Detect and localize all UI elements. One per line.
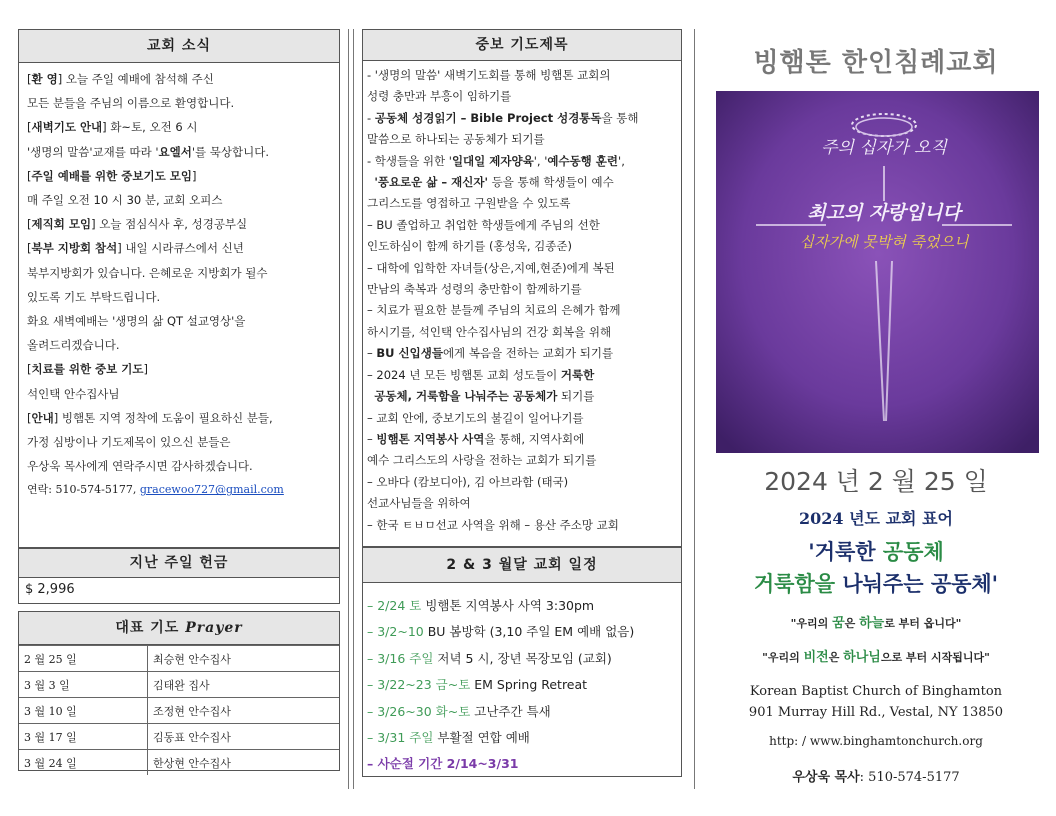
church-news-body: [환 영] 오늘 주일 예배에 참석해 주신 모든 분들을 주님의 이름으로 환영합니다. [새벽기도 안내] 화~토, 오전 6 시 '생명의 말씀'교재를 따라 '요엘서'를 묵상합니다. [주일 예배를 위한 중보기도 모임] 매 주일 오전 10 시 30 분, 교회 오피스 [제직회 모임] 오늘 점심식사 후, 성경공부실 [북부 지방회 참석] 내일 시라큐스에서 신년 북부지방회가 있습니다. 은혜로운 지방회가 될수 있도록 기도 부탁드립니다. 화요 새벽예배는 '생명의 삶 QT 설교영상'을 올려드리겠습니다. [치료를 위한 중보 기도] 석인택 안수집사님 [안내] 빙햄톤 지역 정착에 도움이 필요하신 분들, 가정 심방이나 기도제목이 있으신 분들은 우상욱 목사에게 연락주시면 감사하겠습니다. 연락: 510-574-5177, gracewoo727@gmail.com — [19, 63, 339, 503]
prayer-item: 선교사님들을 위하여 — [367, 496, 471, 511]
quote-text: 은 — [844, 617, 860, 630]
column-divider — [694, 29, 695, 789]
prayer-date: 3 월 17 일 — [19, 724, 148, 750]
prayer-item: 인도하심이 함께 하기를 (홍성욱, 김종준) — [367, 239, 572, 254]
prayer-leaders-title-ko: 대표 기도 — [115, 620, 186, 636]
schedule-text: 고난주간 특새 — [470, 703, 551, 719]
welcome-text: 오늘 주일 예배에 참석해 주신 — [62, 72, 214, 86]
prayer-item: – BU 졸업하고 취업한 학생들에게 주님의 선한 — [367, 217, 600, 232]
prayer-leader: 최승현 안수집사 — [148, 646, 340, 672]
prayer-item-bold: BU 신입생들 — [376, 346, 443, 361]
motto-text: '거룩한 — [808, 540, 883, 564]
quote-highlight: 하나님 — [843, 650, 881, 665]
schedule-text: EM Spring Retreat — [470, 677, 588, 693]
church-english-name: Korean Baptist Church of Binghamton — [749, 684, 1003, 699]
pastor-contact — [716, 766, 1036, 785]
list-item — [367, 593, 681, 619]
staff-text: 오늘 점심식사 후, 성경공부실 — [95, 217, 248, 232]
prayer-item-bold: 예수동행 훈련 — [547, 153, 619, 168]
table-row — [19, 698, 339, 724]
schedule-date: – 3/22~23 금~토 — [367, 677, 471, 693]
prayer-item: – 치료가 필요한 분들께 주님의 치료의 은혜가 함께 — [367, 303, 621, 318]
prayer-leader: 한상현 안수집사 — [148, 750, 340, 776]
guide-text: 빙햄톤 지역 정착에 도움이 필요하신 분들, — [58, 410, 273, 425]
schedule-panel — [362, 547, 682, 777]
prayer-item-bold: '풍요로운 삶 – 재신자' — [374, 175, 488, 190]
prayer-item: 에게 복음을 전하는 교회가 되기를 — [442, 346, 614, 361]
dream-quote — [716, 612, 1036, 631]
church-news-title: 교회 소식 — [19, 30, 339, 63]
dawn-book: 요엘서 — [158, 144, 192, 159]
motto-text: 나눠주는 공동체' — [835, 572, 999, 596]
welcome-text: 모든 분들을 주님의 이름으로 환영합니다. — [27, 96, 235, 111]
heal-text: 석인택 안수집사님 — [27, 386, 120, 401]
prayer-item-bold: 거룩한 — [560, 367, 595, 382]
church-news-panel — [18, 29, 340, 548]
quote-text: "우리의 — [762, 651, 804, 664]
prayer-leaders-title — [19, 612, 339, 645]
motto-highlight: 공동체 — [882, 540, 944, 564]
cross-calligraphy-image — [716, 91, 1039, 453]
list-item — [367, 619, 681, 645]
motto-line-1 — [716, 536, 1036, 566]
schedule-date: – 2/24 토 — [367, 598, 422, 613]
prayer-item: 등을 통해 학생들이 예수 — [488, 175, 614, 190]
north-text: 북부지방회가 있습니다. 은혜로운 지방회가 될수 — [27, 265, 268, 280]
quote-text: "우리의 — [790, 617, 833, 630]
schedule-text: 저녁 5 시, 장년 목장모임 (교회) — [433, 650, 612, 666]
church-theme-label: 2024 년도 교회 표어 — [799, 509, 953, 528]
table-row — [19, 646, 339, 672]
guide-text: 가정 심방이나 기도제목이 있으신 분들은 — [27, 435, 231, 450]
column-divider — [353, 29, 354, 789]
table-row — [19, 672, 339, 698]
intercession-panel — [362, 29, 682, 547]
list-item — [367, 672, 681, 698]
schedule-text: 빙햄톤 지역봉사 사역 3:30pm — [421, 598, 595, 613]
art-text: 십자가에 못박혀 죽었으니 — [799, 233, 969, 251]
contact-email-link[interactable]: gracewoo727@gmail.com — [139, 483, 284, 497]
vision-quote — [716, 646, 1036, 665]
offering-panel — [18, 548, 340, 604]
prayer-item: – 2024 년 모든 빙햄톤 교회 성도들이 — [367, 367, 561, 382]
prayer-item: 을 통해 — [601, 110, 639, 125]
prayer-date: 2 월 25 일 — [19, 646, 148, 672]
offering-title: 지난 주일 헌금 — [19, 549, 339, 578]
prayer-item: ', — [618, 153, 625, 168]
prayer-leader: 김동표 안수집사 — [148, 724, 340, 750]
north-text: 내일 시라큐스에서 신년 — [121, 241, 244, 256]
church-address: 901 Murray Hill Rd., Vestal, NY 13850 — [748, 705, 1004, 720]
column-divider — [348, 29, 349, 789]
dawn-text: '를 묵상합니다. — [191, 144, 270, 159]
quote-highlight: 꿈 — [832, 616, 845, 631]
prayer-item-bold: 일대일 제자양육 — [451, 153, 534, 168]
prayer-item: 성령 충만과 부흥이 임하기를 — [367, 89, 512, 104]
prayer-item-bold: 공동체, 거룩함을 나눠주는 공동체가 — [374, 389, 558, 404]
north-tag: 북부 지방회 참석 — [31, 241, 118, 256]
schedule-date: – 3/2~10 — [367, 624, 424, 640]
staff-tag: 제직회 모임 — [31, 217, 92, 232]
prayer-leaders-table — [19, 645, 339, 775]
prayer-item: – 대학에 입학한 자녀들(상은,지예,현준)에게 복된 — [367, 260, 615, 275]
art-text: 최고의 자랑입니다 — [807, 202, 961, 224]
schedule-title: 2 & 3 월달 교회 일정 — [363, 548, 681, 583]
quote-text: 로 부터 옵니다" — [884, 617, 962, 630]
quote-highlight: 하늘 — [859, 616, 885, 631]
qt-text: 화요 새벽예배는 '생명의 삶 QT 설교영상'을 — [27, 314, 246, 329]
prayer-item: - '생명의 말씀' 새벽기도회를 통해 빙햄톤 교회의 — [367, 68, 611, 82]
schedule-list — [363, 583, 681, 778]
dawn-text: 화~토, 오전 6 시 — [106, 120, 198, 135]
cross-artwork — [716, 91, 1039, 453]
heal-tag: 치료를 위한 중보 기도 — [31, 362, 144, 377]
offering-amount: $ 2,996 — [25, 582, 75, 597]
intercede-text: 매 주일 오전 10 시 30 분, 교회 오피스 — [27, 193, 223, 208]
prayer-item: - 학생들을 위한 ' — [367, 153, 452, 168]
prayer-item: ', ' — [533, 153, 548, 168]
contact-label: 연락: 510-574-5177, — [27, 483, 140, 497]
table-row — [19, 750, 339, 776]
pastor-name: 우상욱 목사 — [792, 770, 860, 785]
motto-highlight: 거룩함을 — [753, 572, 836, 596]
list-item — [367, 725, 681, 751]
prayer-item: 되기를 — [557, 389, 595, 404]
prayer-item: 하시기를, 석인택 안수집사님의 건강 회복을 위해 — [367, 324, 612, 339]
quote-highlight: 비전 — [803, 650, 829, 665]
prayer-item: 말씀으로 하나되는 공동체가 되기를 — [367, 132, 545, 147]
intercession-title: 중보 기도제목 — [363, 30, 681, 61]
welcome-tag: 환 영 — [31, 72, 58, 86]
guide-text: 우상욱 목사에게 연락주시면 감사하겠습니다. — [27, 459, 253, 474]
schedule-date: – 3/26~30 화~토 — [367, 703, 471, 719]
church-website-link[interactable]: http: / www.binghamtonchurch.org — [769, 734, 983, 748]
motto-line-2 — [716, 568, 1036, 598]
schedule-date: – 3/31 주일 — [367, 730, 434, 746]
qt-text: 올려드리겠습니다. — [27, 338, 120, 353]
prayer-date: 3 월 10 일 — [19, 698, 148, 724]
prayer-leader: 조정현 안수집사 — [148, 698, 340, 724]
prayer-item: – 교회 안에, 중보기도의 불길이 일어나기를 — [367, 410, 584, 425]
quote-text: 은 — [828, 651, 844, 664]
prayer-item-bold: 공동체 성경읽기 – Bible Project 성경통독 — [374, 110, 602, 125]
prayer-item: – 오바다 (캄보디아), 김 아브라함 (태국) — [367, 474, 569, 489]
prayer-item-bold: 빙햄톤 지역봉사 사역 — [376, 431, 485, 446]
prayer-date: 3 월 3 일 — [19, 672, 148, 698]
intercede-tag: 주일 예배를 위한 중보기도 모임 — [31, 168, 192, 183]
art-text: 주의 십자가 오직 — [821, 138, 947, 158]
church-name: 빙햄톤 한인침례교회 — [753, 48, 999, 78]
dawn-tag: 새벽기도 안내 — [31, 120, 103, 135]
schedule-text: 부활절 연합 예배 — [433, 730, 530, 746]
prayer-item: 예수 그리스도의 사랑을 전하는 교회가 되기를 — [367, 453, 597, 468]
lent-period: – 사순절 기간 2/14~3/31 — [367, 756, 519, 772]
guide-tag: 안내 — [31, 410, 54, 425]
prayer-item: 을 통해, 지역사회에 — [484, 431, 585, 446]
north-text: 있도록 기도 부탁드립니다. — [27, 289, 161, 304]
pastor-phone: : 510-574-5177 — [859, 770, 960, 785]
quote-text: 으로 부터 시작됩니다" — [880, 651, 990, 664]
prayer-item: 그리스도를 영접하고 구원받을 수 있도록 — [367, 196, 571, 211]
prayer-date: 3 월 24 일 — [19, 750, 148, 776]
prayer-item: – 한국 ㅌㅂㅁ선교 사역을 위해 – 용산 주소망 교회 — [367, 517, 619, 532]
prayer-leader: 김태완 집사 — [148, 672, 340, 698]
list-item — [367, 699, 681, 725]
list-item — [367, 646, 681, 672]
intercession-list: - '생명의 말씀' 새벽기도회를 통해 빙햄톤 교회의 성령 충만과 부흥이 임하기를 - 공동체 성경읽기 – Bible Project 성경통독을 통해 말씀으로 하나되는 공동체가 되기를 - 학생들을 위한 '일대일 제자양육', '예수동행 훈련', '풍요로운 삶 – 재신자' 등을 통해 학생들이 예수 그리스도를 영접하고 구원받을 수 있도록 – BU 졸업하고 취업한 학생들에게 주님의 선한 인도하심이 함께 하기를 (홍성욱, 김종준) – 대학에 입학한 자녀들(상은,지예,현준)에게 복된 만남의 축복과 성령의 충만함이 함께하기를 – 치료가 필요한 분들께 주님의 치료의 은혜가 함께 하시기를, 석인택 안수집사님의 건강 회복을 위해 – BU 신입생들에게 복음을 전하는 교회가 되기를 – 2024 년 모든 빙햄톤 교회 성도들이 거룩한 공동체, 거룩함을 나눠주는 공동체가 되기를 – 교회 안에, 중보기도의 불길이 일어나기를 – 빙햄톤 지역봉사 사역을 통해, 지역사회에 예수 그리스도의 사랑을 전하는 교회가 되기를 – 오바다 (캄보디아), 김 아브라함 (태국) 선교사님들을 위하여 – 한국 ㅌㅂㅁ선교 사역을 위해 – 용산 주소망 교회 — [363, 61, 681, 536]
prayer-item: 만남의 축복과 성령의 충만함이 함께하기를 — [367, 282, 582, 297]
table-row — [19, 724, 339, 750]
dawn-text: '생명의 말씀'교재를 따라 ' — [27, 144, 159, 159]
schedule-date: – 3/16 주일 — [367, 650, 434, 666]
prayer-leaders-title-en: Prayer — [185, 620, 243, 636]
prayer-leaders-panel — [18, 611, 340, 771]
schedule-text: BU 봄방학 (3,10 주일 EM 예배 없음) — [423, 624, 635, 640]
bulletin-date: 2024 년 2 월 25 일 — [764, 467, 988, 496]
